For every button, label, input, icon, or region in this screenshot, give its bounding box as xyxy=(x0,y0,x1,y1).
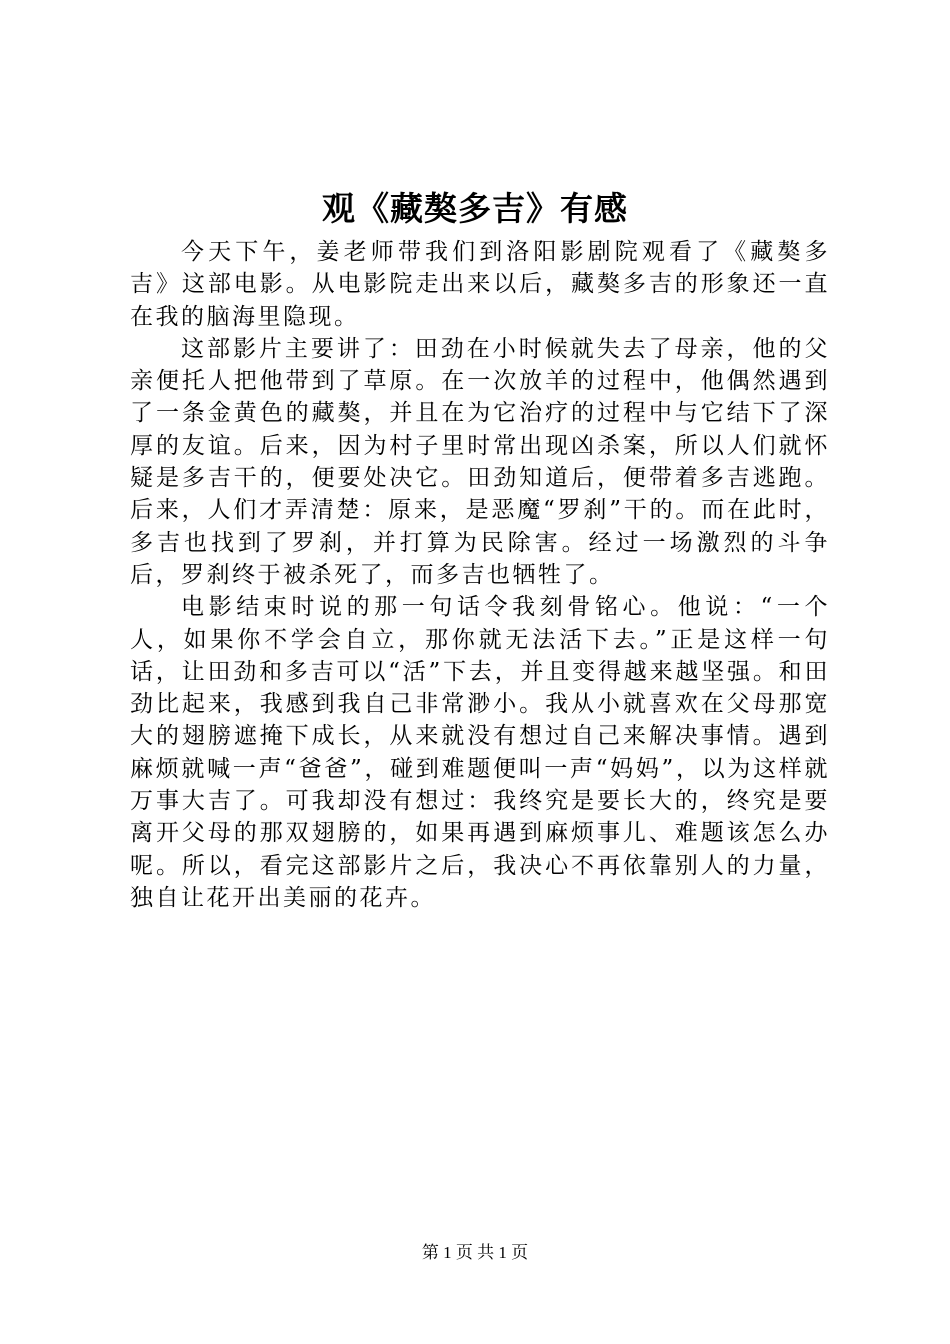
document-title: 观《藏獒多吉》有感 xyxy=(322,189,628,228)
paragraph-2: 这部影片主要讲了：田劲在小时候就失去了母亲，他的父亲便托人把他带到了草原。在一次放羊的过程中，他偶然遇到了一条金黄色的藏獒，并且在为它治疗的过程中与它结下了深厚的友谊。后来，因为村子里时常出现凶杀案，所以人们就怀疑是多吉干的，便要处决它。田劲知道后，便带着多吉逃跑。后来，人们才弄清楚：原来，是恶魔“罗刹”干的。而在此时，多吉也找到了罗刹，并打算为民除害。经过一场激烈的斗争后，罗刹终于被杀死了，而多吉也牺牲了。 xyxy=(130,335,830,588)
paragraph-1: 今天下午，姜老师带我们到洛阳影剧院观看了《藏獒多吉》这部电影。从电影院走出来以后，藏獒多吉的形象还一直在我的脑海里隐现。 xyxy=(130,239,830,330)
page-number-footer: 第 1 页 共 1 页 xyxy=(421,1243,529,1262)
paragraph-3: 电影结束时说的那一句话令我刻骨铭心。他说：“一个人，如果你不学会自立，那你就无法活下去。”正是这样一句话，让田劲和多吉可以“活”下去，并且变得越来越坚强。和田劲比起来，我感到我自己非常渺小。我从小就喜欢在父母那宽大的翅膀遮掩下成长，从来就没有想过自己来解决事情。遇到麻烦就喊一声“爸爸”，碰到难题便叫一声“妈妈”，以为这样就万事大吉了。可我却没有想过：我终究是要长大的，终究是要离开父母的那双翅膀的，如果再遇到麻烦事儿、难题该怎么办呢。所以，看完这部影片之后，我决心不再依靠别人的力量，独自让花开出美丽的花卉。 xyxy=(130,594,830,911)
document-body xyxy=(130,236,830,914)
